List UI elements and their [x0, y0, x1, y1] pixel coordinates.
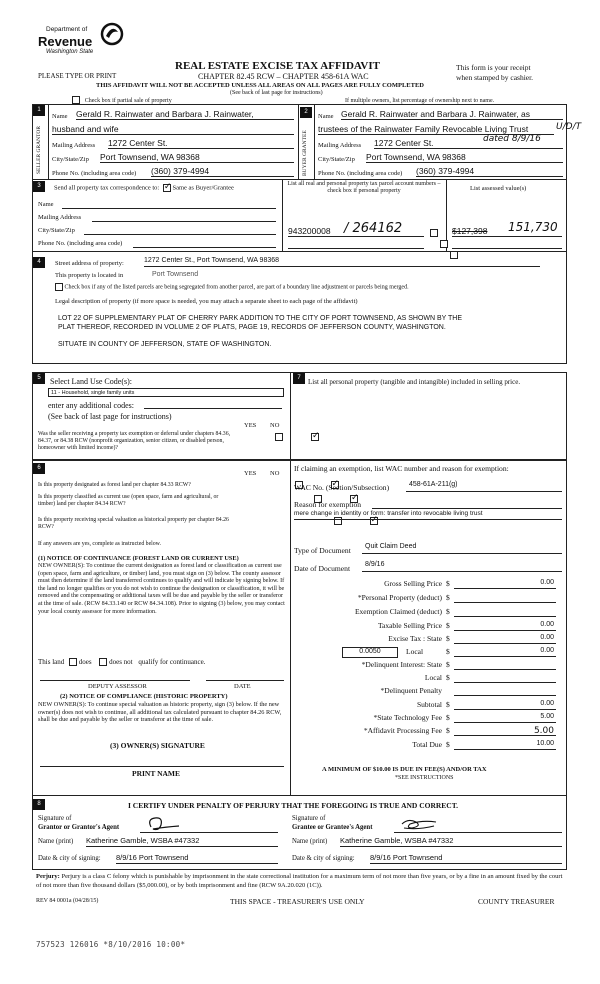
see-instructions-note: *SEE INSTRUCTIONS — [395, 775, 454, 781]
gross-price-value[interactable]: 0.00 — [454, 579, 556, 589]
current-use-question: Is this property classified as current use (open space, farm and agricultural, or timber) land per chapter 84.34 RCW? — [38, 494, 219, 507]
buyer-address[interactable]: 1272 Center St. — [374, 138, 563, 149]
exemption-yes-checkbox[interactable] — [275, 433, 283, 441]
personal-dollar: $ — [446, 593, 450, 602]
certify-text: I CERTIFY UNDER PENALTY OF PERJURY THAT THE FOREGOING IS TRUE AND CORRECT. — [128, 801, 459, 810]
compliance-text: NEW OWNER(S): To continue special valuation as historic property, sign (3) below. If the new owner(s) does not wish to continue, all additional tax calculated pursuant to chapter 84.26 RCW, shall be due and payable by the seller or transferor at the time of sale. — [38, 701, 282, 724]
section-1-number: 1 — [33, 105, 45, 116]
grantor-date[interactable]: 8/9/16 Port Townsend — [116, 853, 278, 864]
processing-fee-label: *Affidavit Processing Fee — [363, 726, 442, 735]
same-as-buyer-label: Same as Buyer/Grantee — [172, 184, 234, 192]
revision-code: REV 84 0001a (04/28/15) — [36, 898, 99, 904]
buyer-name-line2[interactable]: trustees of the Rainwater Family Revocable Living Trust — [318, 124, 554, 135]
grantor-name-label: Name (print) — [38, 838, 74, 845]
buyer-phone[interactable]: (360) 379-4994 — [416, 166, 563, 177]
subtotal-row — [300, 700, 560, 712]
taxable-dollar: $ — [446, 621, 450, 630]
excise-local-label: Local — [406, 647, 424, 656]
delinq-state-dollar: $ — [446, 660, 450, 669]
exemption-no-checkbox[interactable] — [311, 433, 319, 441]
section-4-number: 4 — [33, 257, 45, 268]
additional-codes-label: enter any additional codes: — [48, 401, 134, 410]
delinquent-penalty-value[interactable] — [454, 686, 556, 696]
seller-phone[interactable]: (360) 379-4994 — [151, 166, 294, 177]
parcel-header: List all real and personal property tax parcel account numbers – check box if personal property — [287, 181, 441, 194]
street-address[interactable]: 1272 Center St., Port Townsend, WA 98368 — [144, 257, 540, 267]
seller-name[interactable]: Gerald R. Rainwater and Barbara J. Rainwater, — [76, 109, 294, 120]
total-due-value[interactable]: 10.00 — [454, 740, 556, 750]
subtotal-label: Subtotal — [416, 700, 442, 709]
corr-address-label: Mailing Address — [38, 214, 82, 221]
claim-exemption-label: If claiming an exemption, list WAC number and reason for exemption: — [294, 464, 509, 473]
recording-stamp: 757523 126016 *8/10/2016 10:00* — [36, 940, 186, 949]
compliance-title: (2) NOTICE OF COMPLIANCE (HISTORIC PROPERTY) — [60, 693, 228, 700]
taxable-price-value[interactable]: 0.00 — [454, 621, 556, 631]
personal-deduct-label: *Personal Property (deduct) — [357, 593, 442, 602]
doc-type-value[interactable]: Quit Claim Deed — [362, 543, 562, 554]
corr-city-label: City/State/Zip — [38, 227, 75, 234]
assessed-value-handwritten: 151,730 — [508, 220, 558, 234]
delinquent-local-label: Local — [424, 673, 442, 682]
legal-line-2[interactable]: PLAT THEREOF, RECORDED IN VOLUME 2 OF PLATS, PAGE 19, RECORDS OF JEFFERSON COUNTY, WASHINGTON. — [58, 324, 446, 331]
section-3-number: 3 — [33, 181, 45, 192]
treasurer-space: THIS SPACE - TREASURER'S USE ONLY — [230, 897, 365, 906]
logo-dept-line3: Washington State — [46, 49, 94, 55]
taxable-price-label: Taxable Selling Price — [377, 621, 442, 630]
grantee-name-label: Name (print) — [292, 838, 328, 845]
doc-date-value[interactable]: 8/9/16 — [362, 561, 562, 572]
personal-deduct-row — [300, 593, 560, 605]
grantor-name[interactable]: Katherine Gamble, WSBA #47332 — [86, 836, 278, 847]
wac-label: WAC No. (Section/Subsection) — [294, 483, 390, 492]
same-as-buyer-checkbox[interactable] — [163, 184, 171, 192]
landuse-no-header: NO — [270, 422, 280, 429]
tech-fee-value[interactable]: 5.00 — [454, 713, 556, 723]
if-yes-note: If any answers are yes, complete as instructed below. — [38, 541, 161, 547]
grantor-date-label: Date & city of signing: — [38, 855, 101, 862]
perjury-label: Perjury: — [36, 873, 60, 880]
street-label: Street address of property: — [55, 260, 124, 267]
does-not-checkbox[interactable] — [99, 658, 107, 666]
grantee-sig-label-1: Signature of — [292, 815, 326, 822]
deputy-assessor-label: DEPUTY ASSESSOR — [88, 683, 147, 690]
buyer-name-handwritten: U/D/T — [556, 122, 582, 132]
buyer-name[interactable]: Gerald R. Rainwater and Barbara J. Rainwater, as — [341, 109, 563, 120]
subtotal-value[interactable]: 0.00 — [454, 700, 556, 710]
assessed-value-struck: $127,398 — [452, 226, 488, 236]
total-due-row — [300, 740, 560, 752]
parcel-number-1[interactable]: 943200008 — [288, 226, 424, 237]
reason-value[interactable]: mere change in identity or form: transfer into revocable living trust — [294, 510, 562, 520]
exemption-deduct-row — [300, 607, 560, 619]
buyer-address-handwritten: dated 8/9/16 — [483, 134, 541, 144]
parcel-1-personal-checkbox[interactable] — [430, 229, 438, 237]
parcel-number-handwritten: / 264162 — [344, 221, 403, 236]
delinquent-local-value[interactable] — [454, 673, 556, 683]
minimum-note: A MINIMUM OF $10.00 IS DUE IN FEE(S) AND/OR TAX — [322, 766, 487, 773]
seller-phone-label: Phone No. (including area code) — [52, 170, 137, 177]
located-value[interactable]: Port Townsend — [152, 271, 199, 278]
grantee-date-label: Date & city of signing: — [292, 855, 355, 862]
processing-fee-row — [300, 726, 560, 738]
delinquent-state-row — [300, 660, 560, 672]
corr-name-label: Name — [38, 201, 54, 208]
doc-type-label: Type of Document — [294, 546, 351, 555]
segregated-label: Check box if any of the listed parcels are being segregated from another parcel, are part of a boundary line adjustment or parcels being merged. — [64, 284, 409, 291]
delinquent-state-label: *Delinquent Interest: State — [361, 660, 442, 669]
delinquent-penalty-row — [300, 686, 560, 698]
owner-signature-label: (3) OWNER(S) SIGNATURE — [110, 741, 205, 750]
excise-local-row — [300, 647, 560, 659]
exemption-dollar: $ — [446, 607, 450, 616]
does-not-label: does not — [109, 658, 133, 666]
buyer-city[interactable]: Port Townsend, WA 98368 — [366, 152, 563, 163]
local-dollar: $ — [446, 647, 450, 656]
exemption-question: Was the seller receiving a property tax exemption or deferral under chapters 84.36, 84.37, or 84.38 RCW (nonprofit organization, senior citizen, or disabled person, homeowner with limited income)? — [38, 431, 231, 451]
does-label: does — [78, 658, 92, 666]
logo-dept-line2: Revenue — [38, 34, 93, 49]
continuance-row — [38, 658, 205, 666]
landuse-see-back: (See back of last page for instructions) — [48, 412, 172, 421]
seller-city-label: City/State/Zip — [52, 156, 89, 163]
partial-sale-label: Check box if partial sale of property — [84, 98, 172, 104]
grantor-sig-label-2: Grantor or Grantor's Agent — [38, 824, 120, 831]
doc-date-label: Date of Document — [294, 564, 351, 573]
forest-question: Is this property designated as forest land per chapter 84.33 RCW? — [38, 482, 191, 488]
section-7-number: 7 — [293, 373, 305, 384]
state-dollar: $ — [446, 634, 450, 643]
instructions-note: (See back of last page for instructions) — [230, 90, 323, 96]
land-use-label: Select Land Use Code(s): — [50, 377, 132, 386]
gross-price-row — [300, 579, 560, 591]
segregated-checkbox[interactable] — [55, 283, 63, 291]
legal-label: Legal description of property (if more space is needed, you may attach a separate sheet to each page of the affidavit) — [55, 298, 358, 305]
tech-dollar: $ — [446, 713, 450, 722]
delinquent-local-row — [300, 673, 560, 685]
section-2-number: 2 — [300, 107, 312, 118]
delinquent-state-value[interactable] — [454, 660, 556, 670]
legal-line-1[interactable]: LOT 22 OF SUPPLEMENTARY PLAT OF CHERRY PARK ADDITION TO THE CITY OF PORT TOWNSEND, AS SHOWN BY THE — [58, 315, 463, 322]
grantor-sig-label-1: Signature of — [38, 815, 72, 822]
seller-city[interactable]: Port Townsend, WA 98368 — [100, 152, 294, 163]
reason-label: Reason for exemption — [294, 500, 362, 509]
processing-fee-value[interactable]: 5.00 — [454, 726, 556, 736]
excise-local-value[interactable]: 0.00 — [454, 647, 556, 657]
grantor-signature — [145, 815, 185, 833]
grantee-sig-label-2: Grantee or Grantee's Agent — [292, 824, 373, 831]
multiple-owners-note: If multiple owners, list percentage of ownership next to name. — [345, 98, 495, 104]
taxable-price-row — [300, 621, 560, 633]
type-print-note: PLEASE TYPE OR PRINT — [38, 72, 117, 80]
tech-fee-label: *State Technology Fee — [373, 713, 442, 722]
qualify-label: qualify for continuance. — [138, 658, 206, 666]
gross-price-label: Gross Selling Price — [384, 579, 442, 588]
receipt-note-2: when stamped by cashier. — [456, 73, 534, 82]
assessor-date-label: DATE — [234, 683, 251, 690]
total-dollar: $ — [446, 740, 450, 749]
form-title: REAL ESTATE EXCISE TAX AFFIDAVIT — [175, 60, 380, 72]
buyer-address-label: Mailing Address — [318, 142, 362, 149]
sec6-no-header: NO — [270, 470, 280, 477]
land-use-select[interactable]: 11 - Household, single family units — [48, 388, 284, 397]
county-treasurer: COUNTY TREASURER — [478, 897, 555, 906]
personal-property-label: List all personal property (tangible and intangible) included in selling price. — [308, 378, 521, 386]
assessed-header: List assessed value(s) — [470, 185, 527, 192]
receipt-note-1: This form is your receipt — [456, 63, 531, 72]
grantee-date[interactable]: 8/9/16 Port Townsend — [370, 853, 562, 864]
seller-name-line2[interactable]: husband and wife — [52, 124, 294, 135]
buyer-city-label: City/State/Zip — [318, 156, 355, 163]
sec6-yes-header: YES — [244, 470, 257, 477]
completion-warning: THIS AFFIDAVIT WILL NOT BE ACCEPTED UNLESS ALL AREAS ON ALL PAGES ARE FULLY COMPLETED — [96, 82, 424, 89]
section-6-number: 6 — [33, 463, 45, 474]
buyer-side-label: BUYER GRANTEE — [302, 130, 308, 176]
correspondence-label — [54, 184, 234, 192]
corr-phone-label: Phone No. (including area code) — [38, 240, 123, 247]
parcel-2-personal-checkbox[interactable] — [440, 240, 448, 248]
continuance-title: (1) NOTICE OF CONTINUANCE (FOREST LAND OR CURRENT USE) — [38, 555, 239, 562]
section-8-number: 8 — [33, 799, 45, 810]
delinq-local-dollar: $ — [446, 673, 450, 682]
excise-state-label: Excise Tax : State — [388, 634, 442, 643]
perjury-notice — [36, 873, 566, 890]
seller-address[interactable]: 1272 Center St. — [108, 138, 294, 149]
correspondence-text: Send all property tax correspondence to: — [54, 184, 160, 192]
seller-address-label: Mailing Address — [52, 142, 96, 149]
excise-state-row — [300, 634, 560, 646]
print-name-label: PRINT NAME — [132, 769, 180, 778]
exemption-deduct-label: Exemption Claimed (deduct) — [354, 607, 442, 616]
gross-dollar: $ — [446, 579, 450, 588]
local-rate-value[interactable]: 0.0050 — [342, 647, 398, 658]
wac-value[interactable]: 458-61A-211(g) — [406, 481, 562, 492]
grantee-name[interactable]: Katherine Gamble, WSBA #47332 — [340, 836, 562, 847]
landuse-yes-header: YES — [244, 422, 257, 429]
total-due-label: Total Due — [412, 740, 442, 749]
logo-dept-line1: Department of — [46, 26, 88, 33]
perjury-text: Perjury is a class C felony which is punishable by imprisonment in the state correctional institution for a maximum term of not more than five years, or by a fine in an amount fixed by the court of not more than five thousand dollars ($5,000.00), or by both imprisonment and fine (RCW 9A.20.020 (1C)). — [36, 873, 563, 889]
exemption-deduct-value[interactable] — [454, 607, 556, 617]
processing-dollar: $ — [446, 726, 450, 735]
grantee-signature — [398, 816, 440, 832]
dor-logo — [36, 22, 126, 62]
form-chapters: CHAPTER 82.45 RCW – CHAPTER 458-61A WAC — [198, 72, 369, 81]
subtotal-dollar: $ — [446, 700, 450, 709]
segregated-row — [55, 283, 409, 291]
section-5-number: 5 — [33, 373, 45, 384]
continuance-text: NEW OWNER(S): To continue the current designation as forest land or classification as current use (open space, farm and agriculture, or timber) land, you must sign on (3) below. The county assessor must then determine if the land transferred continues to qualify and will indicate by signing below. If the land no longer qualifies or you do not wish to continue the designation or classification, it will be removed and the compensating or additional taxes will be due and payable by the seller or transferor at the time of sale. (RCW 84.33.140 or RCW 84.34.108). Prior to signing (3) below, you may contact your local county assessor for more information. — [38, 563, 285, 615]
personal-deduct-value[interactable] — [454, 593, 556, 603]
does-checkbox[interactable] — [69, 658, 77, 666]
logo-swirl-icon — [100, 22, 124, 46]
located-label: This property is located in — [55, 272, 124, 279]
buyer-name-label: Name — [318, 113, 334, 120]
delinquent-penalty-label: *Delinquent Penalty — [380, 686, 442, 695]
tech-fee-row — [300, 713, 560, 725]
legal-line-3[interactable]: SITUATE IN COUNTY OF JEFFERSON, STATE OF WASHINGTON. — [58, 341, 272, 348]
historic-question: Is this property receiving special valuation as historical property per chapter 84.26 RCW? — [38, 517, 229, 530]
seller-name-label: Name — [52, 113, 68, 120]
seller-side-label: SELLER GRANTOR — [36, 125, 42, 175]
this-land-label: This land — [38, 658, 65, 666]
buyer-phone-label: Phone No. (including area code) — [318, 170, 403, 177]
excise-state-value[interactable]: 0.00 — [454, 634, 556, 644]
